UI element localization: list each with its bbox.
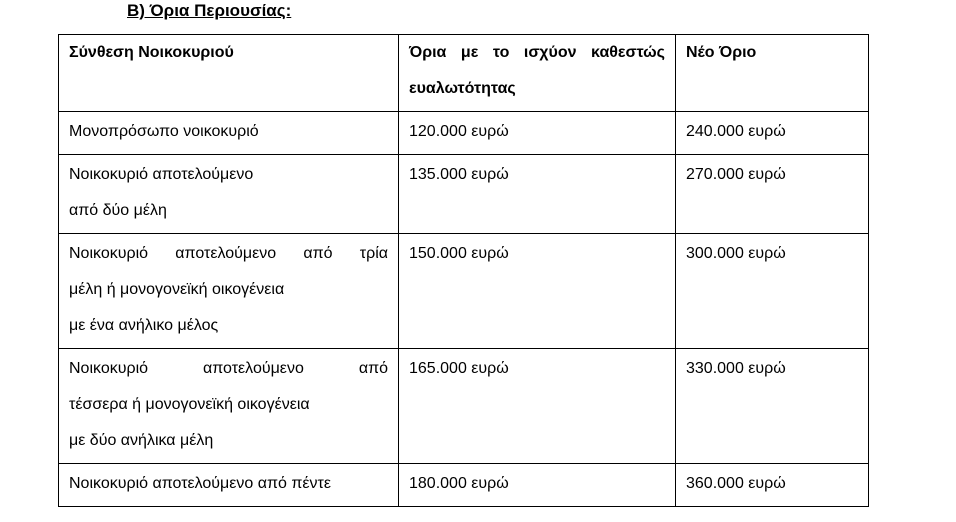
cell-composition xyxy=(59,112,399,155)
cell-current-limit: 120.000 ευρώ xyxy=(399,112,676,155)
cell-current-limit: 150.000 ευρώ xyxy=(399,234,676,349)
cell-new-limit: 240.000 ευρώ xyxy=(676,112,869,155)
cell-composition xyxy=(59,234,399,349)
cell-new-limit: 300.000 ευρώ xyxy=(676,234,869,349)
asset-limits-table xyxy=(58,34,869,507)
cell-new-limit: 330.000 ευρώ xyxy=(676,349,869,464)
table-row xyxy=(59,464,869,507)
cell-current-limit: 135.000 ευρώ xyxy=(399,155,676,234)
cell-new-limit: 270.000 ευρώ xyxy=(676,155,869,234)
header-household-composition: Σύνθεση Νοικοκυριού xyxy=(59,35,399,112)
cell-composition xyxy=(59,155,399,234)
cell-composition xyxy=(59,464,399,507)
composition-line: Μονοπρόσωπο νοικοκυριό xyxy=(69,123,259,140)
composition-line: με ένα ανήλικο μέλος xyxy=(69,317,219,334)
composition-line: τέσσερα ή μονογονεϊκή οικογένεια xyxy=(69,396,310,413)
table-row xyxy=(59,155,869,234)
cell-current-limit: 180.000 ευρώ xyxy=(399,464,676,507)
table-row xyxy=(59,234,869,349)
header-current-limit xyxy=(399,35,676,112)
composition-line: Νοικοκυριό αποτελούμενο από τρία xyxy=(69,245,388,262)
table-row xyxy=(59,349,869,464)
cell-new-limit: 360.000 ευρώ xyxy=(676,464,869,507)
table-header-row xyxy=(59,35,869,112)
header-current-limit-line1: Όρια με το ισχύον καθεστώς xyxy=(409,44,665,61)
composition-line: Νοικοκυριό αποτελούμενο από πέντε xyxy=(69,475,332,492)
composition-line: μέλη ή μονογονεϊκή οικογένεια xyxy=(69,281,285,298)
header-current-limit-line2: ευαλωτότητας xyxy=(409,80,516,97)
composition-line: με δύο ανήλικα μέλη xyxy=(69,432,214,449)
cell-composition xyxy=(59,349,399,464)
composition-line: Νοικοκυριό αποτελούμενο xyxy=(69,166,254,183)
header-new-limit: Νέο Όριο xyxy=(676,35,869,112)
table-row xyxy=(59,112,869,155)
cell-current-limit: 165.000 ευρώ xyxy=(399,349,676,464)
composition-line: από δύο μέλη xyxy=(69,202,167,219)
composition-line: Νοικοκυριό αποτελούμενο από xyxy=(69,360,388,377)
section-heading: Β) Όρια Περιουσίας: xyxy=(127,1,292,20)
